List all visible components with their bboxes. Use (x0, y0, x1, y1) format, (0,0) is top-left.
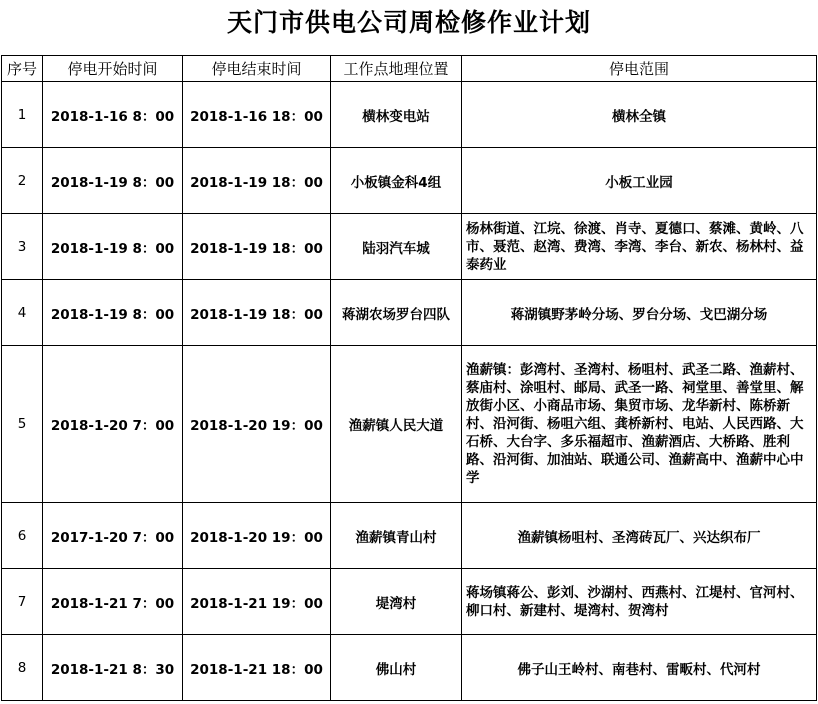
header-end-time: 停电结束时间 (183, 56, 331, 82)
row-index: 4 (2, 280, 43, 346)
table-row (2, 569, 817, 635)
end-time: 2018-1-20 19：00 (183, 503, 331, 569)
work-location: 蒋湖农场罗台四队 (331, 280, 462, 346)
row-index: 1 (2, 82, 43, 148)
row-index: 3 (2, 214, 43, 280)
start-time: 2018-1-21 8：30 (43, 635, 183, 701)
header-location: 工作点地理位置 (331, 56, 462, 82)
header-start-time: 停电开始时间 (43, 56, 183, 82)
end-time: 2018-1-20 19：00 (183, 346, 331, 503)
end-time: 2018-1-16 18：00 (183, 82, 331, 148)
work-location: 堤湾村 (331, 569, 462, 635)
end-time: 2018-1-21 19：00 (183, 569, 331, 635)
outage-range: 渔薪镇杨咀村、圣湾砖瓦厂、兴达织布厂 (462, 503, 817, 569)
work-location: 渔薪镇人民大道 (331, 346, 462, 503)
table-row (2, 635, 817, 701)
work-location: 陆羽汽车城 (331, 214, 462, 280)
work-location: 佛山村 (331, 635, 462, 701)
row-index: 6 (2, 503, 43, 569)
start-time: 2018-1-19 8：00 (43, 148, 183, 214)
header-outage-range: 停电范围 (462, 56, 817, 82)
table-row (2, 503, 817, 569)
header-index: 序号 (2, 56, 43, 82)
start-time: 2017-1-20 7：00 (43, 503, 183, 569)
work-location: 渔薪镇青山村 (331, 503, 462, 569)
table-row (2, 346, 817, 503)
outage-range: 杨林街道、江垸、徐渡、肖寺、夏德口、蔡滩、黄岭、八市、聂范、赵湾、费湾、李湾、李台、新农、杨林村、益泰药业 (462, 214, 817, 280)
start-time: 2018-1-21 7：00 (43, 569, 183, 635)
outage-range: 佛子山王岭村、南巷村、雷畈村、代河村 (462, 635, 817, 701)
end-time: 2018-1-21 18：00 (183, 635, 331, 701)
table-row (2, 280, 817, 346)
table-row (2, 148, 817, 214)
start-time: 2018-1-20 7：00 (43, 346, 183, 503)
row-index: 7 (2, 569, 43, 635)
start-time: 2018-1-19 8：00 (43, 280, 183, 346)
row-index: 2 (2, 148, 43, 214)
row-index: 5 (2, 346, 43, 503)
outage-range: 蒋湖镇野茅岭分场、罗台分场、戈巴湖分场 (462, 280, 817, 346)
row-index: 8 (2, 635, 43, 701)
table-row (2, 82, 817, 148)
table-row (2, 214, 817, 280)
outage-range: 小板工业园 (462, 148, 817, 214)
outage-range: 渔薪镇：彭湾村、圣湾村、杨咀村、武圣二路、渔薪村、蔡庙村、涂咀村、邮局、武圣一路、祠堂里、善堂里、解放街小区、小商品市场、集贸市场、龙华新村、陈桥新村、沿河街、杨咀六组、龚桥新村、电站、人民西路、大石桥、大台字、多乐福超市、渔薪酒店、大桥路、胜利路、沿河街、加油站、联通公司、渔薪高中、渔薪中心中学 (462, 346, 817, 503)
work-location: 横林变电站 (331, 82, 462, 148)
maintenance-plan-table (1, 55, 817, 701)
end-time: 2018-1-19 18：00 (183, 148, 331, 214)
page-title: 天门市供电公司周检修作业计划 (226, 8, 591, 37)
start-time: 2018-1-16 8：00 (43, 82, 183, 148)
end-time: 2018-1-19 18：00 (183, 280, 331, 346)
outage-range: 横林全镇 (462, 82, 817, 148)
table-header-row (2, 56, 817, 82)
outage-range: 蒋场镇蒋公、彭刘、沙湖村、西燕村、江堤村、官河村、柳口村、新建村、堤湾村、贺湾村 (462, 569, 817, 635)
work-location: 小板镇金科4组 (331, 148, 462, 214)
end-time: 2018-1-19 18：00 (183, 214, 331, 280)
start-time: 2018-1-19 8：00 (43, 214, 183, 280)
